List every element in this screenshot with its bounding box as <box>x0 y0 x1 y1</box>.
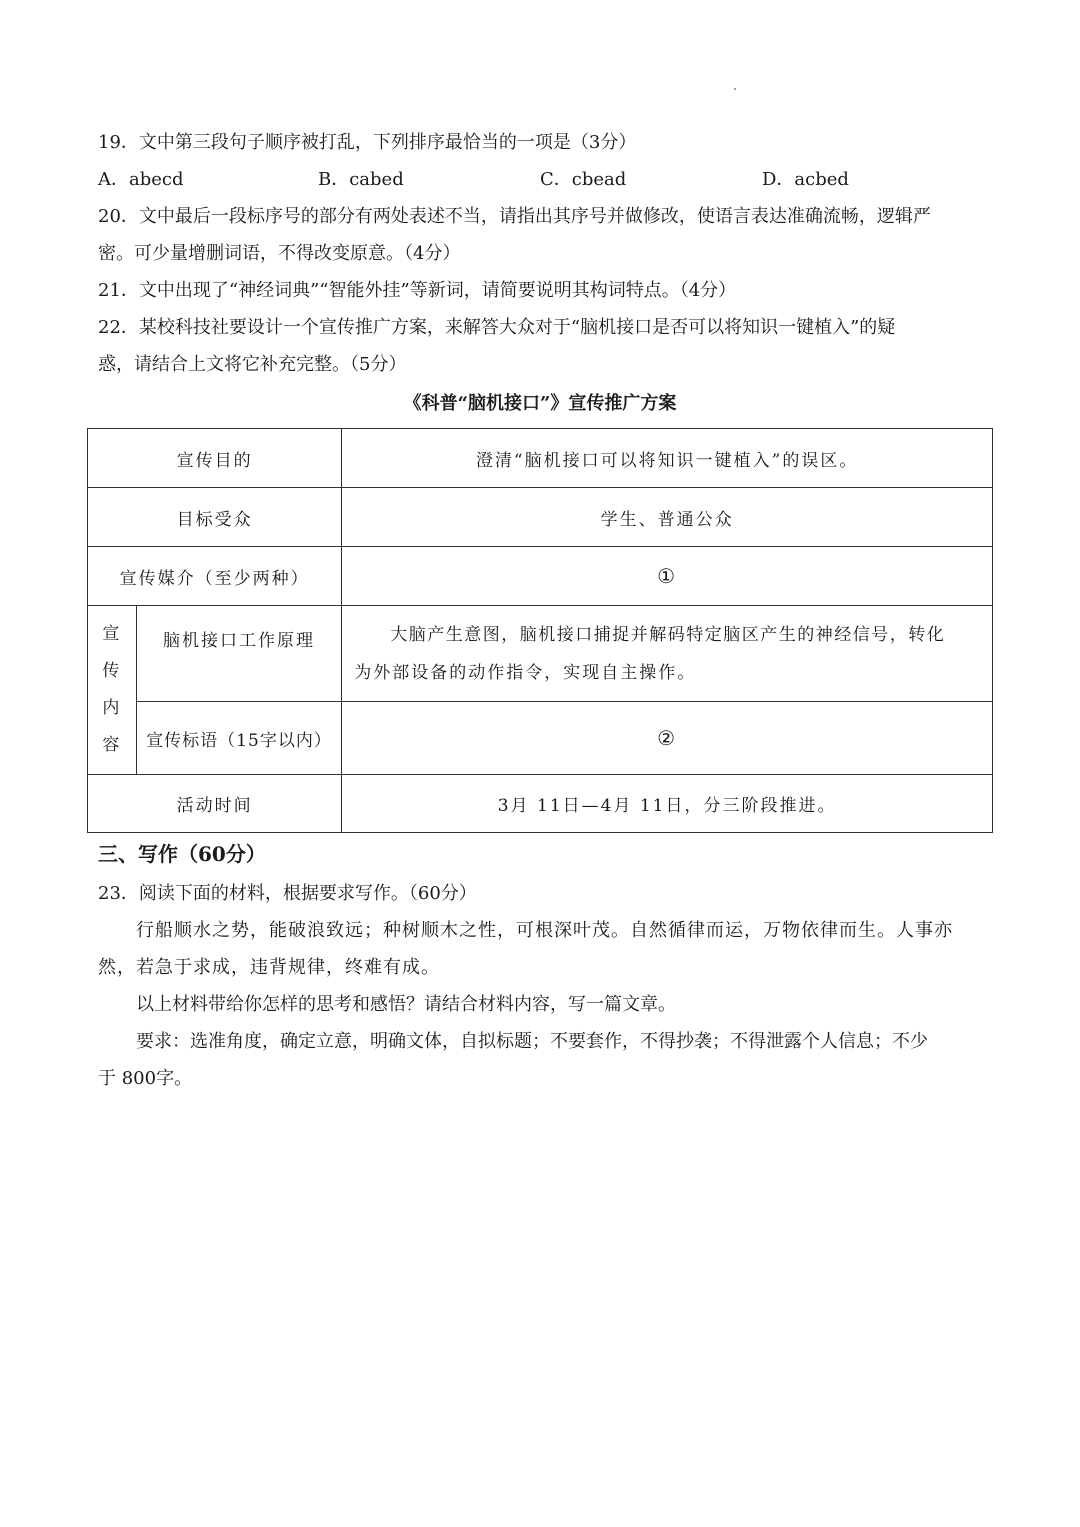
audience-value: 学生、普通公众 <box>342 488 993 547</box>
content-label-char: 内 <box>102 698 122 718</box>
option-c: C．cbead <box>540 169 627 190</box>
requirements-line1: 要求：选准角度，确定立意，明确文体，自拟标题；不要套作，不得抄袭；不得泄露个人信息；不少 <box>136 1031 928 1052</box>
table-row <box>88 488 993 547</box>
plan-title: 《科普“脑机接口”》宣传推广方案 <box>403 393 677 414</box>
media-blank: ① <box>342 547 993 606</box>
option-b: B．cabed <box>318 169 404 190</box>
table-row <box>88 702 993 775</box>
table-row <box>88 606 993 702</box>
question-21: 21．文中出现了“神经词典”“智能外挂”等新词，请简要说明其构词特点。（4分） <box>98 280 737 301</box>
principle-label: 脑机接口工作原理 <box>136 606 342 702</box>
content-label <box>88 606 137 775</box>
principle-value <box>342 606 993 702</box>
promotion-plan-table <box>87 428 993 833</box>
table-row <box>88 775 993 833</box>
content-label-char: 宣 <box>102 624 122 644</box>
audience-label: 目标受众 <box>88 488 342 547</box>
question-19: 19．文中第三段句子顺序被打乱，下列排序最恰当的一项是（3分） <box>98 132 637 153</box>
table-row <box>88 547 993 606</box>
material-line2: 然，若急于求成，违背规律，终难有成。 <box>98 957 440 978</box>
content-label-char: 传 <box>102 661 122 681</box>
question-23: 23．阅读下面的材料，根据要求写作。（60分） <box>98 883 477 904</box>
time-value: 3月 11日—4月 11日，分三阶段推进。 <box>342 775 993 833</box>
question-22-line2: 惑，请结合上文将它补充完整。（5分） <box>98 354 407 375</box>
section-writing-heading: 三、写作（60分） <box>98 842 266 866</box>
slogan-blank: ② <box>342 702 993 775</box>
purpose-label: 宣传目的 <box>88 429 342 488</box>
purpose-value: 澄清“脑机接口可以将知识一键植入”的误区。 <box>342 429 993 488</box>
scan-dot <box>734 88 736 90</box>
option-a: A．abecd <box>98 169 184 190</box>
material-line1: 行船顺水之势，能破浪致远；种树顺木之性，可根深叶茂。自然循律而运，万物依律而生。人事亦 <box>136 920 953 941</box>
slogan-label: 宣传标语（15字以内） <box>136 702 342 775</box>
writing-prompt: 以上材料带给你怎样的思考和感悟？请结合材料内容，写一篇文章。 <box>136 994 676 1015</box>
principle-value-line2: 为外部设备的动作指令，实现自主操作。 <box>354 663 697 683</box>
question-20-line2: 密。可少量增删词语，不得改变原意。（4分） <box>98 243 461 264</box>
requirements-line2: 于 800字。 <box>98 1068 193 1089</box>
content-label-char: 容 <box>102 735 122 755</box>
time-label: 活动时间 <box>88 775 342 833</box>
question-20-line1: 20．文中最后一段标序号的部分有两处表述不当，请指出其序号并做修改，使语言表达准确流畅，逻辑严 <box>98 206 931 227</box>
question-22-line1: 22．某校科技社要设计一个宣传推广方案，来解答大众对于“脑机接口是否可以将知识一键植入”的疑 <box>98 317 896 338</box>
table-row <box>88 429 993 488</box>
media-label: 宣传媒介（至少两种） <box>88 547 342 606</box>
option-d: D．acbed <box>762 169 849 190</box>
principle-value-line1: 大脑产生意图，脑机接口捕捉并解码特定脑区产生的神经信号，转化 <box>390 625 946 645</box>
